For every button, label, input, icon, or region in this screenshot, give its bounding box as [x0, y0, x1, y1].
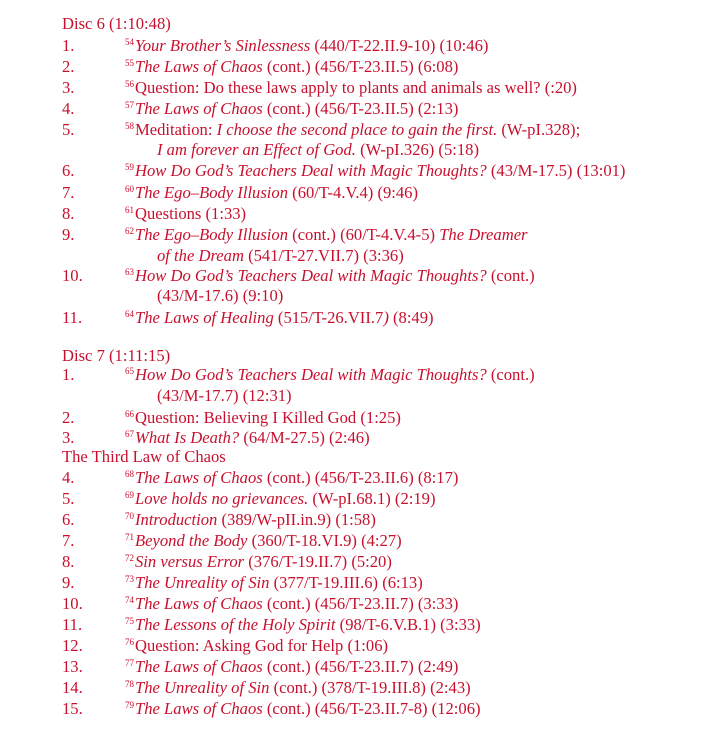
track-title — [125, 307, 434, 328]
track-number: 1. — [62, 365, 75, 384]
track-text: (W-pI.68.1) (2:19) — [308, 489, 436, 508]
track-title — [125, 160, 625, 181]
track-title — [125, 593, 458, 614]
track-number: 8. — [62, 552, 75, 571]
track-title — [125, 467, 458, 488]
italic-title-text: Love holds no grievances. — [135, 489, 309, 508]
track-text: (377/T-19.III.6) (6:13) — [269, 573, 423, 592]
footnote-marker: 63 — [125, 267, 134, 277]
track-number: 2. — [62, 57, 75, 76]
track-title — [125, 551, 392, 572]
italic-title-text: Sin versus Error — [135, 552, 245, 571]
track-number: 5. — [62, 120, 75, 139]
track-text: (389/W-pII.in.9) (1:58) — [217, 510, 376, 529]
track-title — [125, 265, 535, 286]
track-number: 5. — [62, 489, 75, 508]
track-number: 7. — [62, 531, 75, 550]
footnote-marker: 55 — [125, 58, 134, 68]
track-title — [125, 509, 376, 530]
footnote-marker: 77 — [125, 658, 134, 668]
footnote-marker: 58 — [125, 121, 134, 131]
track-text: (cont.) (456/T-23.II.5) (2:13) — [262, 99, 459, 118]
italic-title-text: The Unreality of Sin — [135, 573, 270, 592]
italic-title-text: The Laws of Healing — [135, 308, 274, 327]
italic-title-text: Your Brother’s Sinlessness — [135, 36, 311, 55]
track-title — [125, 98, 458, 119]
track-number: 2. — [62, 408, 75, 427]
track-number: 7. — [62, 183, 75, 202]
track-title — [125, 427, 370, 448]
track-text: (cont.) (456/T-23.II.7) (3:33) — [262, 594, 459, 613]
track-text: (cont.) (456/T-23.II.7) (2:49) — [262, 657, 459, 676]
footnote-marker: 66 — [125, 409, 134, 419]
footnote-marker: 64 — [125, 309, 134, 319]
track-number: 9. — [62, 573, 75, 592]
track-title — [125, 656, 458, 677]
track-text: (cont.) (456/T-23.II.5) (6:08) — [262, 57, 459, 76]
track-title — [125, 119, 580, 140]
track-title-continuation — [157, 139, 479, 160]
track-number: 10. — [62, 594, 83, 613]
italic-title-text: The Laws of Chaos — [135, 699, 263, 718]
track-number: 15. — [62, 699, 83, 718]
track-number: 6. — [62, 510, 75, 529]
track-number: 12. — [62, 636, 83, 655]
track-title — [125, 635, 388, 656]
italic-title-text: How Do God’s Teachers Deal with Magic Thoughts? — [135, 365, 487, 384]
footnote-marker: 60 — [125, 184, 134, 194]
footnote-marker: 75 — [125, 616, 134, 626]
footnote-marker: 78 — [125, 679, 134, 689]
track-title — [125, 677, 471, 698]
footnote-marker: 68 — [125, 469, 134, 479]
italic-title-text: How Do God’s Teachers Deal with Magic Thoughts? — [135, 266, 487, 285]
track-text: Meditation: — [135, 120, 217, 139]
italic-title-text: The Unreality of Sin — [135, 678, 270, 697]
track-title — [125, 77, 577, 98]
track-number: 8. — [62, 204, 75, 223]
footnote-marker: 67 — [125, 429, 134, 439]
italic-title-text: The Laws of Chaos — [135, 99, 263, 118]
track-text: Question: Do these laws apply to plants and animals as well? (:20) — [135, 78, 577, 97]
italic-title-text: I am forever an Effect of God. — [157, 140, 356, 159]
footnote-marker: 57 — [125, 100, 134, 110]
track-text: (43/M-17.5) (13:01) — [486, 161, 626, 180]
track-text: Question: Asking God for Help (1:06) — [135, 636, 389, 655]
italic-title-text: The Dreamer — [439, 225, 528, 244]
track-text: (cont.) (456/T-23.II.6) (8:17) — [262, 468, 459, 487]
footnote-marker: 73 — [125, 574, 134, 584]
track-text: (cont.) — [486, 266, 535, 285]
track-title — [125, 698, 481, 719]
disc-6-heading: Disc 6 (1:10:48) — [62, 14, 171, 33]
italic-title-text: The Laws of Chaos — [135, 468, 263, 487]
track-text: (60/T-4.V.4) (9:46) — [288, 183, 418, 202]
track-number: 4. — [62, 468, 75, 487]
track-text: (541/T-27.VII.7) (3:36) — [243, 246, 404, 265]
track-number: 10. — [62, 266, 83, 285]
track-title — [125, 614, 481, 635]
track-text: (cont.) — [486, 365, 535, 384]
track-text: (440/T-22.II.9-10) (10:46) — [310, 36, 489, 55]
footnote-marker: 62 — [125, 226, 134, 236]
track-title — [125, 364, 535, 385]
italic-title-text: Beyond the Body — [135, 531, 248, 550]
footnote-marker: 65 — [125, 366, 134, 376]
track-text: (515/T-26.VII.7 — [273, 308, 384, 327]
track-title — [125, 35, 488, 56]
track-text: (8:49) — [388, 308, 434, 327]
footnote-marker: 76 — [125, 637, 134, 647]
track-number: 13. — [62, 657, 83, 676]
footnote-marker: 54 — [125, 37, 134, 47]
disc-7-heading: Disc 7 (1:11:15) — [62, 346, 171, 365]
track-number: 11. — [62, 615, 83, 634]
footnote-marker: 61 — [125, 205, 134, 215]
italic-title-text: How Do God’s Teachers Deal with Magic Thoughts? — [135, 161, 487, 180]
italic-title-text: What Is Death? — [135, 428, 240, 447]
track-title — [125, 224, 528, 245]
track-text: Question: Believing I Killed God (1:25) — [135, 408, 401, 427]
track-title — [125, 56, 458, 77]
italic-title-text: The Laws of Chaos — [135, 57, 263, 76]
italic-title-text: The Lessons of the Holy Spirit — [135, 615, 336, 634]
track-title — [125, 488, 435, 509]
track-text: (64/M-27.5) (2:46) — [239, 428, 370, 447]
track-number: 4. — [62, 99, 75, 118]
italic-title-text: of the Dream — [157, 246, 244, 265]
track-title — [125, 530, 402, 551]
track-number: 3. — [62, 78, 75, 97]
track-number: 9. — [62, 225, 75, 244]
track-text: (43/M-17.7) (12:31) — [157, 386, 292, 405]
track-text: (360/T-18.VI.9) (4:27) — [247, 531, 402, 550]
footnote-marker: 72 — [125, 553, 134, 563]
footnote-marker: 59 — [125, 162, 134, 172]
track-title — [125, 407, 401, 428]
track-text: (43/M-17.6) (9:10) — [157, 286, 284, 305]
track-title — [125, 572, 423, 593]
track-number: 1. — [62, 36, 75, 55]
track-number: 6. — [62, 161, 75, 180]
track-number: 3. — [62, 428, 75, 447]
footnote-marker: 70 — [125, 511, 134, 521]
section-heading-third-law: The Third Law of Chaos — [62, 447, 226, 466]
track-text: (cont.) (378/T-19.III.8) (2:43) — [269, 678, 471, 697]
track-text: (376/T-19.II.7) (5:20) — [244, 552, 392, 571]
italic-title-text: The Ego–Body Illusion — [135, 183, 289, 202]
track-text: Questions (1:33) — [135, 204, 247, 223]
italic-title-text: I choose the second place to gain the first. — [216, 120, 498, 139]
italic-title-text: ) — [383, 308, 389, 327]
footnote-marker: 71 — [125, 532, 134, 542]
italic-title-text: The Laws of Chaos — [135, 594, 263, 613]
track-title-continuation — [157, 245, 404, 266]
track-text: (98/T-6.V.B.1) (3:33) — [335, 615, 481, 634]
track-title — [125, 182, 418, 203]
italic-title-text: Introduction — [135, 510, 218, 529]
footnote-marker: 56 — [125, 79, 134, 89]
footnote-marker: 74 — [125, 595, 134, 605]
italic-title-text: The Ego–Body Illusion — [135, 225, 289, 244]
track-number: 11. — [62, 308, 83, 327]
track-number: 14. — [62, 678, 83, 697]
track-title-continuation — [157, 285, 283, 306]
track-title — [125, 203, 246, 224]
track-text: (W-pI.326) (5:18) — [355, 140, 479, 159]
track-text: (cont.) (60/T-4.V.4-5) — [288, 225, 440, 244]
track-title-continuation — [157, 385, 292, 406]
track-text: (cont.) (456/T-23.II.7-8) (12:06) — [262, 699, 481, 718]
italic-title-text: The Laws of Chaos — [135, 657, 263, 676]
footnote-marker: 79 — [125, 700, 134, 710]
footnote-marker: 69 — [125, 490, 134, 500]
track-text: (W-pI.328); — [497, 120, 581, 139]
